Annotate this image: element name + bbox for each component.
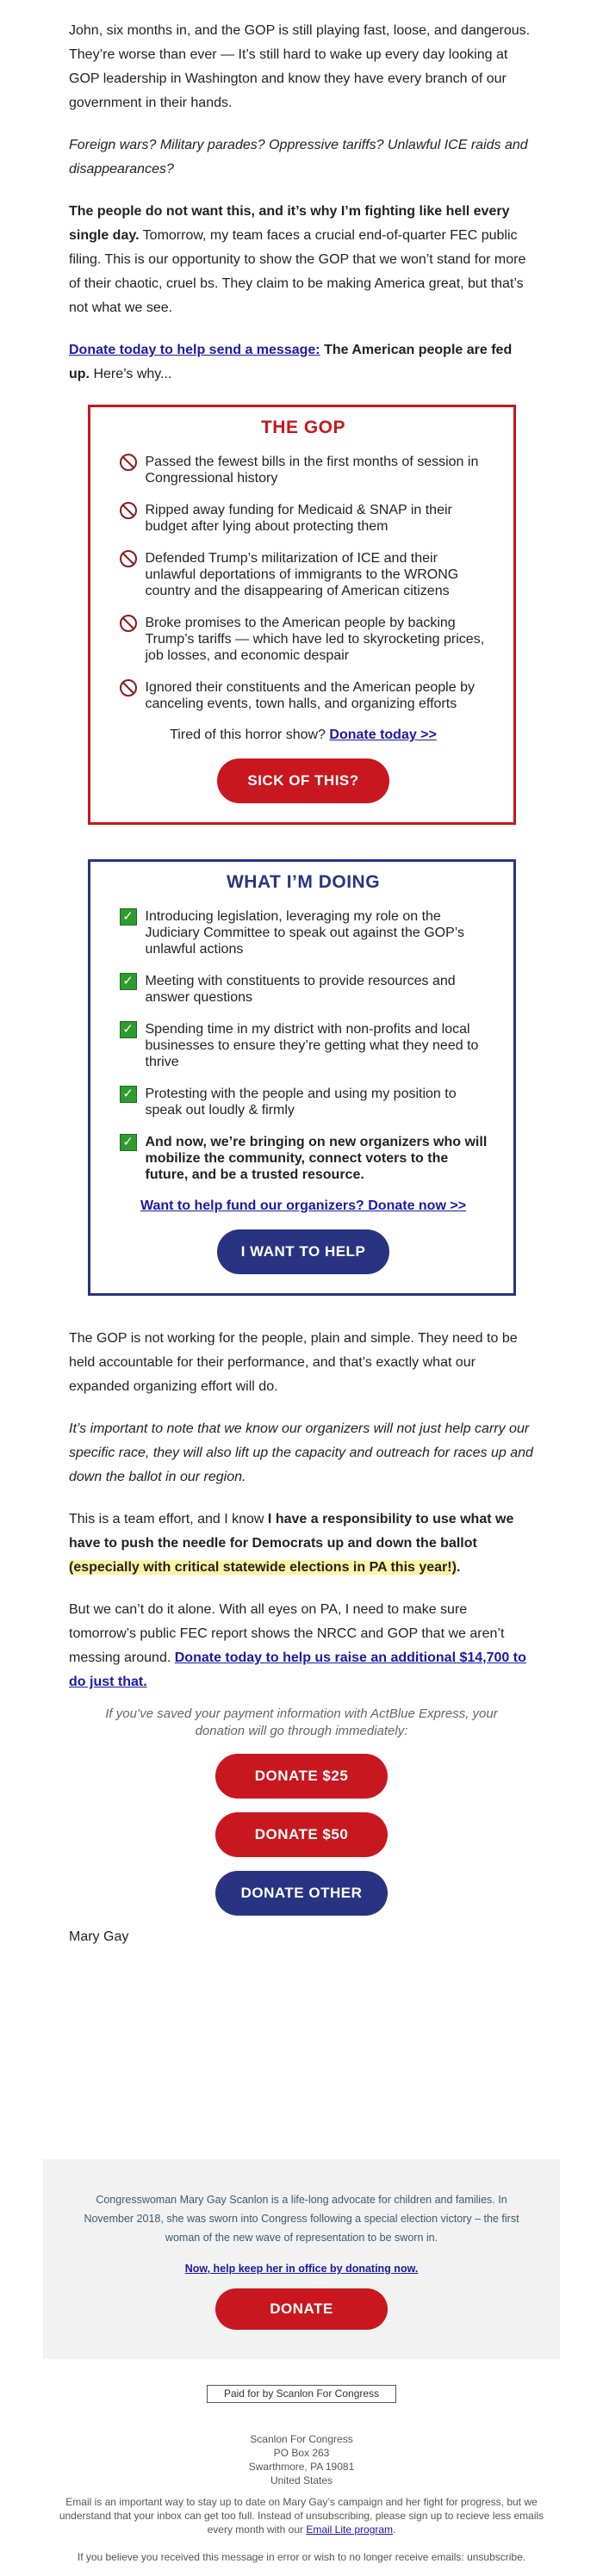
gop-cta-line (120, 728, 488, 743)
list-item (120, 908, 488, 957)
email-body (69, 0, 534, 1945)
doing-box (88, 859, 516, 1296)
list-item (120, 1086, 488, 1118)
checkmark-icon: ✓ (120, 1021, 137, 1038)
body-paragraph-4-text: But we can’t do it alone. With all eyes on PA, I need to make sure tomorrow’s public FEC report shows the NRCC and GOP that we aren’t messing around. (69, 1602, 505, 1665)
gop-item-text: Ignored their constituents and the American people by canceling events, town halls, and organizing efforts (145, 680, 475, 711)
doing-item-text: Meeting with constituents to provide resources and answer questions (145, 974, 456, 1005)
doing-item-text: Protesting with the people and using my position to speak out loudly & firmly (145, 1087, 457, 1118)
footer-donate-button[interactable]: DONATE (215, 2288, 388, 2330)
footer-donate-link[interactable]: Now, help keep her in office by donating now. (184, 2263, 419, 2275)
actblue-note: If you’ve saved your payment information with ActBlue Express, your donation will go through immediately: (105, 1706, 498, 1738)
checkmark-icon: ✓ (120, 1134, 137, 1151)
doing-item-text: Introducing legislation, leveraging my role on the Judiciary Committee to speak out against the GOP’s unlawful actions (145, 909, 465, 957)
gop-box (88, 405, 516, 825)
prohibited-icon (120, 454, 137, 471)
gop-cta-text: Tired of this horror show? (170, 728, 330, 742)
intro-paragraph-1: John, six months in, and the GOP is still playing fast, loose, and dangerous. They’re worse than ever — It’s still hard to wake up every day looking at GOP leadership in Washington and know they have every branch of our government in their hands. (69, 23, 531, 110)
gop-item-text: Broke promises to the American people by backing Trump’s tariffs — which have led to skyrocketing prices, job losses, and economic despair (145, 616, 485, 663)
doing-item-text: Spending time in my district with non-profits and local businesses to ensure they’re getting what they need to thrive (145, 1022, 479, 1069)
body-paragraph-3-text: This is a team effort, and I know (69, 1512, 268, 1526)
list-item (120, 1021, 488, 1070)
list-item (120, 454, 488, 486)
checkmark-icon: ✓ (120, 973, 137, 990)
footer-panel (43, 2159, 560, 2359)
gop-list (120, 454, 488, 712)
intro-paragraph-3 (69, 200, 534, 320)
body-paragraph-4 (69, 1598, 534, 1694)
sick-of-this-button[interactable]: SICK OF THIS? (217, 759, 389, 803)
doing-cta-line (120, 1198, 488, 1214)
fed-up-text: The American people are fed up. (69, 343, 513, 381)
intro-paragraph-3-text: Tomorrow, my team faces a crucial end-of-quarter FEC public filing. This is our opportunity to show the GOP that we won’t stand for more of their chaotic, cruel bs. They claim to be making America great, but that’s not what we see. (69, 228, 526, 315)
doing-item-text: And now, we’re bringing on new organizers who will mobilize the community, connect voters to the future, and be a trusted resource. (145, 1135, 488, 1182)
list-item (120, 550, 488, 599)
i-want-to-help-button[interactable]: I WANT TO HELP (217, 1229, 389, 1274)
unsubscribe-note[interactable]: If you believe you received this message in error or wish to no longer receive emails: unsubscribe. (77, 2551, 526, 2563)
email-lite-link[interactable]: Email Lite program (306, 2523, 394, 2536)
paid-for-disclaimer: Paid for by Scanlon For Congress (207, 2385, 396, 2403)
donate-50-button[interactable]: DONATE $50 (215, 1812, 388, 1857)
donate-other-button[interactable]: DONATE OTHER (215, 1871, 388, 1916)
email-note-end: . (393, 2523, 396, 2536)
checkmark-icon: ✓ (120, 908, 137, 926)
body-paragraph-2: It’s important to note that we know our organizers will not just help carry our specific race, they will also lift up the capacity and outreach for races up and down the ballot in our region. (69, 1421, 533, 1484)
intro-bold-statement: The people do not want this, and it’s why I’m fighting like hell every single day. (69, 204, 510, 243)
address-line: PO Box 263 (273, 2447, 330, 2459)
body-paragraph-1: The GOP is not working for the people, plain and simple. They need to be held accountable for their performance, and that’s exactly what our expanded organizing effort will do. (69, 1331, 518, 1394)
gop-item-text: Defended Trump’s militarization of ICE and their unlawful deportations of immigrants to the WRONG country and the disappearing of American citizens (145, 551, 459, 598)
gop-donate-link[interactable]: Donate today >> (329, 728, 437, 742)
intro-paragraph-4 (69, 338, 534, 387)
signature: Mary Gay (69, 1929, 129, 1944)
responsibility-text: I have a responsibility to use what we have to push the needle for Democrats up and down the ballot (69, 1512, 514, 1551)
list-item (120, 615, 488, 664)
doing-box-title: WHAT I’M DOING (226, 872, 381, 892)
address-line: Swarthmore, PA 19081 (248, 2461, 355, 2473)
body-paragraph-3 (69, 1508, 534, 1580)
raise-donation-link[interactable]: Donate today to help us raise an additional $14,700 to do just that. (69, 1650, 526, 1689)
highlighted-text: (especially with critical statewide elections in PA this year!) (69, 1560, 457, 1575)
list-item (120, 973, 488, 1006)
prohibited-icon (120, 679, 137, 697)
checkmark-icon: ✓ (120, 1086, 137, 1103)
fund-organizers-link[interactable]: Want to help fund our organizers? Donate now >> (140, 1198, 467, 1213)
address-line: United States (270, 2474, 333, 2486)
doing-list (120, 908, 488, 1183)
email-preferences-note (52, 2495, 551, 2536)
gop-item-text: Ripped away funding for Medicaid & SNAP in their budget after lying about protecting them (145, 503, 452, 534)
list-item (120, 502, 488, 535)
prohibited-icon (120, 502, 137, 519)
gop-item-text: Passed the fewest bills in the first months of session in Congressional history (145, 455, 479, 486)
email-note-text: Email is an important way to stay up to date on Mary Gay’s campaign and her fight for progress, but we understand that your inbox can get too full. Instead of unsubscribing, please sign up to recieve less emails every month with our (59, 2496, 544, 2536)
list-item (120, 679, 488, 712)
list-item (120, 1134, 488, 1183)
footer-bio: Congresswoman Mary Gay Scanlon is a life-long advocate for children and families. In November 2018, she was sworn into Congress following a special election victory – the first woman of the new wave of representation to be sworn in. (84, 2194, 519, 2244)
prohibited-icon (120, 550, 137, 567)
intro-paragraph-2: Foreign wars? Military parades? Oppressive tariffs? Unlawful ICE raids and disappearances? (69, 138, 528, 176)
heres-why-text: Here’s why... (90, 367, 172, 381)
donate-25-button[interactable]: DONATE $25 (215, 1754, 388, 1799)
period-text: . (456, 1560, 461, 1575)
gop-box-title: THE GOP (260, 418, 345, 437)
mailing-address (0, 2432, 603, 2487)
address-line: Scanlon For Congress (250, 2433, 353, 2445)
donate-message-link[interactable]: Donate today to help send a message: (69, 343, 320, 357)
prohibited-icon (120, 615, 137, 632)
